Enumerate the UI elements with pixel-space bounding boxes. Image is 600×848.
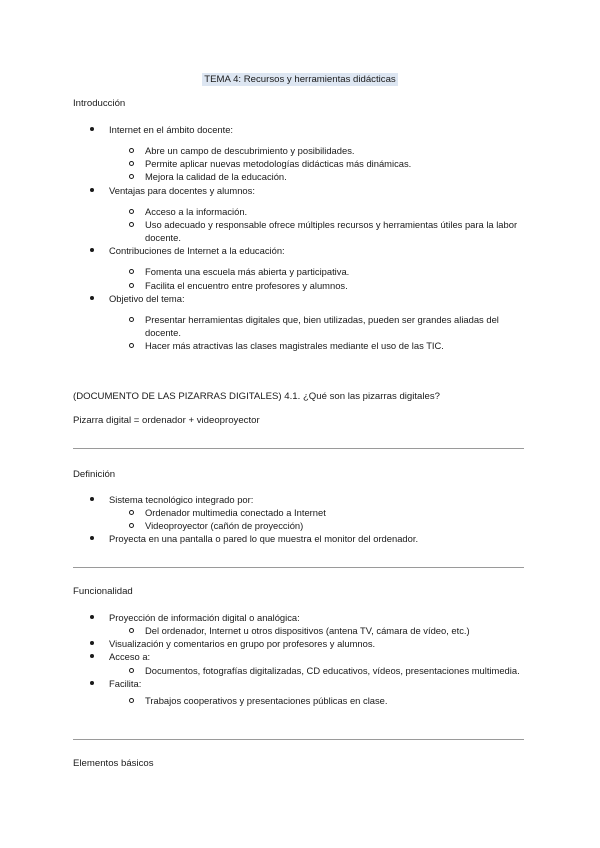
sub-item-text: Presentar herramientas digitales que, bien utilizadas, pueden ser grandes aliadas del docente. bbox=[145, 313, 499, 339]
circle-bullet-icon bbox=[129, 269, 134, 274]
divider bbox=[73, 739, 524, 740]
list-item bbox=[73, 611, 525, 624]
bullet-icon bbox=[90, 127, 94, 131]
sub-list-item bbox=[73, 506, 525, 519]
sub-list-item bbox=[73, 519, 525, 532]
document-title: TEMA 4: Recursos y herramientas didácticas bbox=[204, 74, 396, 85]
list-item bbox=[73, 637, 525, 650]
circle-bullet-icon bbox=[129, 698, 134, 703]
list-item-text: Ventajas para docentes y alumnos: bbox=[109, 184, 255, 196]
circle-bullet-icon bbox=[129, 668, 134, 673]
list-item-text: Acceso a: bbox=[109, 651, 151, 663]
sub-item-text: Facilita el encuentro entre profesores y alumnos. bbox=[145, 279, 348, 291]
formula-line: Pizarra digital = ordenador + videoproyector bbox=[73, 415, 260, 426]
bullet-icon bbox=[90, 296, 94, 300]
sub-item-text: Ordenador multimedia conectado a Internet bbox=[145, 507, 326, 519]
sub-item-text: Documentos, fotografías digitalizadas, CD educativos, vídeos, presentaciones multimedia. bbox=[145, 664, 520, 676]
list-item-text: Contribuciones de Internet a la educación: bbox=[109, 245, 285, 257]
list-item bbox=[73, 244, 525, 257]
bullet-icon bbox=[90, 248, 94, 252]
sub-item-text: Permite aplicar nuevas metodologías didácticas más dinámicas. bbox=[145, 158, 412, 170]
sub-list-item bbox=[73, 694, 525, 707]
funcionalidad-list bbox=[73, 611, 525, 707]
sub-list-item bbox=[73, 279, 525, 292]
list-item bbox=[73, 650, 525, 663]
circle-bullet-icon bbox=[129, 343, 134, 348]
bullet-icon bbox=[90, 536, 94, 540]
sub-list-item bbox=[73, 339, 525, 352]
circle-bullet-icon bbox=[129, 222, 134, 227]
list-item bbox=[73, 292, 525, 305]
circle-bullet-icon bbox=[129, 148, 134, 153]
bullet-icon bbox=[90, 497, 94, 501]
sub-item-text: Uso adecuado y responsable ofrece múltiples recursos y herramientas útiles para la labor docente. bbox=[145, 218, 518, 244]
sub-item-text: Fomenta una escuela más abierta y participativa. bbox=[145, 266, 350, 278]
sub-list-item bbox=[73, 144, 525, 157]
sub-list-item bbox=[73, 205, 525, 218]
list-item-text: Proyección de información digital o analógica: bbox=[109, 612, 300, 623]
sub-list-item bbox=[73, 218, 525, 244]
heading-introduccion: Introducción bbox=[73, 98, 126, 109]
bullet-icon bbox=[90, 681, 94, 685]
bullet-icon bbox=[90, 641, 94, 645]
circle-bullet-icon bbox=[129, 510, 134, 515]
sub-list-item bbox=[73, 664, 525, 677]
bullet-icon bbox=[90, 654, 94, 658]
sub-item-text: Mejora la calidad de la educación. bbox=[145, 171, 287, 183]
list-item bbox=[73, 532, 525, 545]
list-item bbox=[73, 677, 525, 690]
sub-item-text: Trabajos cooperativos y presentaciones públicas en clase. bbox=[145, 694, 388, 706]
definicion-list bbox=[73, 493, 525, 546]
sub-item-text: Del ordenador, Internet u otros dispositivos (antena TV, cámara de vídeo, etc.) bbox=[145, 625, 470, 637]
sub-list-item bbox=[73, 624, 525, 637]
list-item-text: Objetivo del tema: bbox=[109, 292, 185, 304]
sub-list-item bbox=[73, 157, 525, 170]
circle-bullet-icon bbox=[129, 628, 134, 633]
sub-list-item bbox=[73, 265, 525, 278]
list-item-text: Visualización y comentarios en grupo por profesores y alumnos. bbox=[109, 638, 376, 650]
bullet-icon bbox=[90, 188, 94, 192]
sub-list-item bbox=[73, 313, 525, 339]
circle-bullet-icon bbox=[129, 174, 134, 179]
sub-item-text: Acceso a la información. bbox=[145, 205, 248, 217]
list-item bbox=[73, 493, 525, 506]
circle-bullet-icon bbox=[129, 317, 134, 322]
heading-definicion: Definición bbox=[73, 469, 116, 480]
sub-item-text: Abre un campo de descubrimiento y posibilidades. bbox=[145, 145, 355, 157]
circle-bullet-icon bbox=[129, 161, 134, 166]
list-item bbox=[73, 123, 525, 136]
document-reference: (DOCUMENTO DE LAS PIZARRAS DIGITALES) 4.1. ¿Qué son las pizarras digitales? bbox=[73, 391, 440, 402]
divider bbox=[73, 448, 524, 449]
sub-list-item bbox=[73, 170, 525, 183]
bullet-icon bbox=[90, 615, 94, 619]
heading-funcionalidad: Funcionalidad bbox=[73, 586, 133, 597]
title-row bbox=[0, 72, 600, 86]
divider bbox=[73, 567, 524, 568]
list-item-text: Internet en el ámbito docente: bbox=[109, 124, 234, 135]
list-item bbox=[73, 184, 525, 197]
circle-bullet-icon bbox=[129, 283, 134, 288]
list-item-text: Sistema tecnológico integrado por: bbox=[109, 494, 254, 505]
heading-elementos-basicos: Elementos básicos bbox=[73, 758, 154, 769]
sub-item-text: Videoproyector (cañón de proyección) bbox=[145, 520, 304, 532]
list-item-text: Facilita: bbox=[109, 677, 142, 689]
intro-list bbox=[73, 123, 525, 352]
sub-item-text: Hacer más atractivas las clases magistrales mediante el uso de las TIC. bbox=[145, 340, 444, 352]
circle-bullet-icon bbox=[129, 209, 134, 214]
circle-bullet-icon bbox=[129, 523, 134, 528]
list-item-text: Proyecta en una pantalla o pared lo que muestra el monitor del ordenador. bbox=[109, 533, 419, 545]
